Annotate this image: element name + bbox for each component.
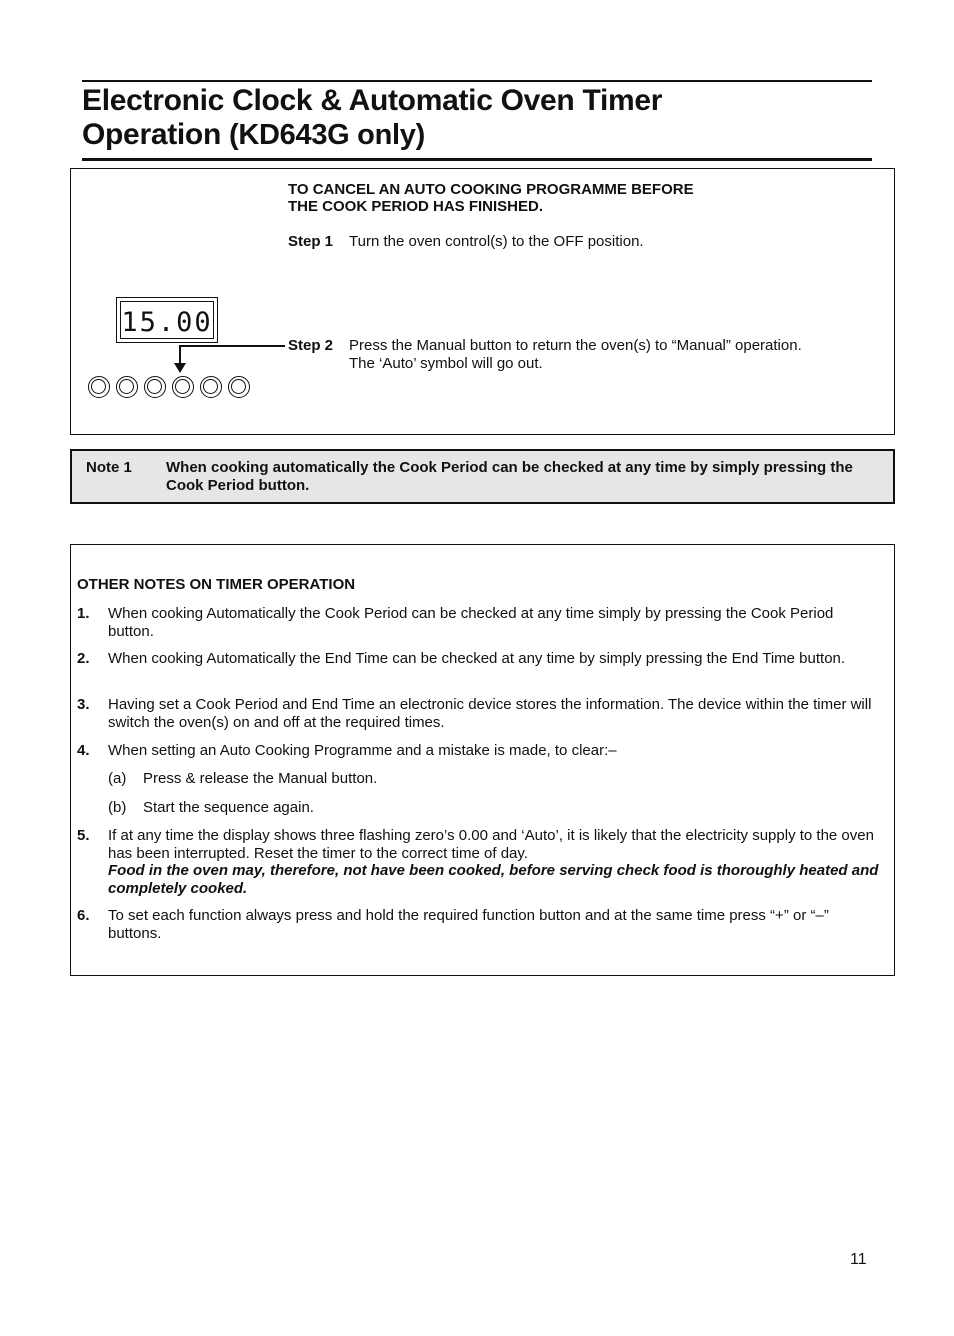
note-label: Note 1 (86, 459, 132, 476)
list-item-number: 6. (77, 907, 90, 924)
note-text: When cooking automatically the Cook Period can be checked at any time by simply pressing the Cook Period button. (166, 459, 853, 494)
display-screen (120, 301, 214, 339)
list-item-number: 4. (77, 742, 90, 759)
other-notes-heading: OTHER NOTES ON TIMER OPERATION (77, 576, 356, 593)
step-2-text-line-2: The ‘Auto’ symbol will go out. (349, 355, 543, 372)
list-item-text (108, 827, 883, 897)
sub-item-label: (b) (108, 799, 127, 816)
list-item-text: When setting an Auto Cooking Programme and a mistake is made, to clear:– (108, 742, 617, 759)
title-bottom-rule (82, 158, 872, 161)
step-1-label: Step 1 (288, 233, 334, 250)
list-item-text: Having set a Cook Period and End Time an electronic device stores the information. The device within the timer will switch the oven(s) on and off at the required times. (108, 696, 872, 731)
step-2-text (349, 337, 869, 373)
note-1-box (70, 449, 895, 504)
list-item-text: When cooking Automatically the Cook Period can be checked at any time simply by pressing the Cook Period button. (108, 605, 834, 640)
list-item-number: 1. (77, 605, 90, 622)
timer-button-icon (88, 376, 110, 398)
cancel-heading-line-2: THE COOK PERIOD HAS FINISHED. (288, 198, 544, 215)
list-item-body: If at any time the display shows three flashing zero’s 0.00 and ‘Auto’, it is likely that the electricity supply to the oven has been interrupted. Reset the timer to the correct time of day. (108, 827, 874, 862)
list-item-number: 2. (77, 650, 90, 667)
list-item-text: When cooking Automatically the End Time can be checked at any time by simply pressing the End Time button. (108, 650, 846, 667)
step-1-text: Turn the oven control(s) to the OFF position. (349, 233, 644, 250)
step-2-text-line-1: Press the Manual button to return the oven(s) to “Manual” operation. (349, 337, 802, 354)
clock-display-illustration (116, 297, 218, 343)
list-item-number: 3. (77, 696, 90, 713)
display-digits: 15.00 (121, 307, 213, 338)
arrow-down-icon (174, 363, 186, 373)
timer-button-icon (200, 376, 222, 398)
warning-text: Food in the oven may, therefore, not have been cooked, before serving check food is thoroughly heated and completely cooked. (108, 862, 879, 897)
other-notes-panel (70, 544, 895, 976)
sub-item-label: (a) (108, 770, 127, 787)
title-line-2 (82, 118, 872, 152)
cancel-heading-line-1: TO CANCEL AN AUTO COOKING PROGRAMME BEFORE (288, 181, 694, 198)
title-top-rule (82, 80, 872, 82)
title-model: (KD643G only) (229, 119, 425, 151)
pointer-stem (179, 345, 181, 365)
title-operation: Operation (82, 118, 221, 151)
title-line-1: Electronic Clock & Automatic Oven Timer (82, 84, 663, 117)
timer-button-icon (116, 376, 138, 398)
page-number: 11 (850, 1251, 867, 1268)
step-2-label: Step 2 (288, 337, 334, 354)
cancel-heading (288, 181, 828, 215)
pointer-line (179, 345, 285, 347)
timer-button-icon (228, 376, 250, 398)
cancel-programme-panel (70, 168, 895, 435)
manual-button-icon (172, 376, 194, 398)
sub-item-text: Press & release the Manual button. (143, 770, 378, 787)
sub-item-text: Start the sequence again. (143, 799, 314, 816)
timer-button-icon (144, 376, 166, 398)
page-title (82, 84, 872, 152)
list-item-number: 5. (77, 827, 90, 844)
list-item-text: To set each function always press and hold the required function button and at the same time press “+” or “–” buttons. (108, 907, 829, 942)
